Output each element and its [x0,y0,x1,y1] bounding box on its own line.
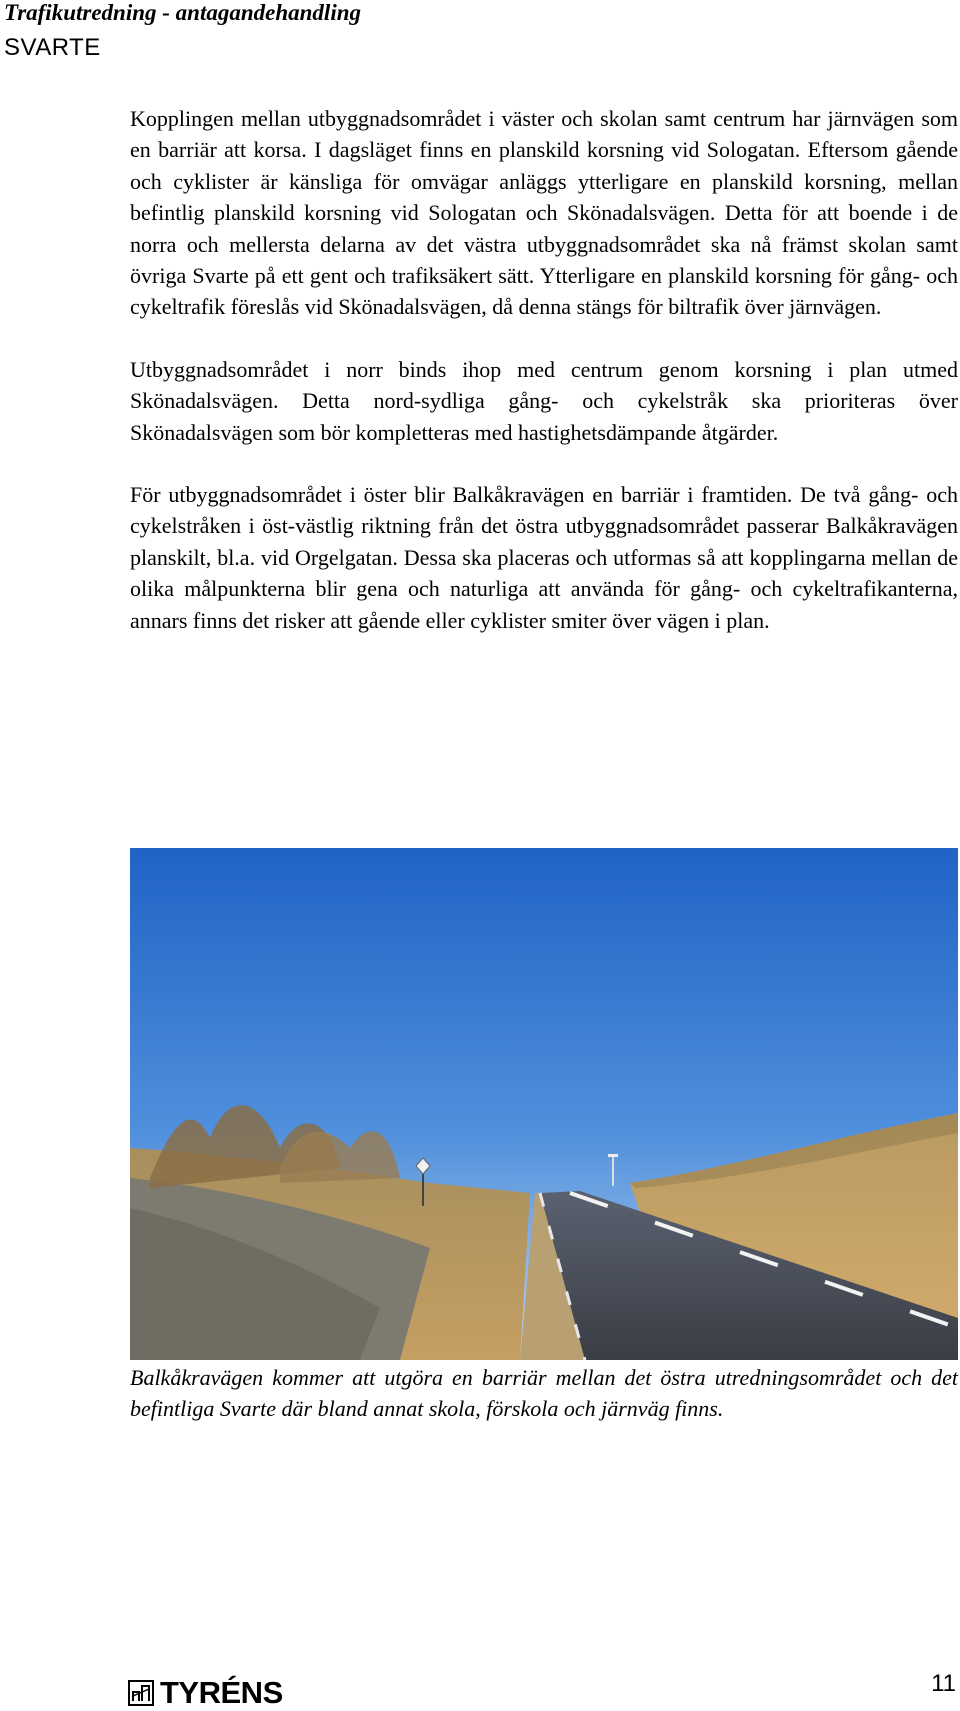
figure-caption: Balkåkravägen kommer att utgöra en barriär mellan det östra utredningsområdet och det befintliga Svarte där bland annat skola, förskola och järnväg finns. [130,1365,958,1422]
paragraph-3: För utbyggnadsområdet i öster blir Balkåkravägen en barriär i framtiden. De två gång- och cykelstråken i öst-västlig riktning från det östra utbyggnadsområdet passerar Balkåkravägen planskilt, bl.a. vid Orgelgatan. Dessa ska placeras och utformas så att kopplingarna mellan de olika målpunkterna blir gena och naturliga att använda för gång- och cykeltrafikanterna, annars finns det risker att gående eller cyklister smiter över vägen i plan. [130,482,958,633]
tyrens-logo-icon [128,1680,154,1706]
page-number: 11 [931,1670,956,1697]
paragraph-1: Kopplingen mellan utbyggnadsområdet i väster och skolan samt centrum har järnvägen som en barriär att korsa. I dagsläget finns en planskild korsning vid Sologatan. Eftersom gående och cyklister är känsliga för omvägar anläggs ytterligare en planskild korsning, mellan befintlig planskild korsning vid Sologatan och Skönadalsvägen. Detta för att boende i de norra och mellersta delarna av det västra utbyggnadsområdet ska nå främst skolan samt övriga Svarte på ett gent och trafiksäkert sätt. Ytterligare en planskild korsning för gång- och cykeltrafik föreslås vid Skönadalsvägen, då denna stängs för biltrafik över järnvägen. [130,106,958,320]
document-header-subtitle: SVARTE [4,34,101,61]
road-photo [130,848,958,1360]
tyrens-logo [128,1675,283,1710]
logo-text: TYRÉNS [160,1675,283,1710]
paragraph-2: Utbyggnadsområdet i norr binds ihop med centrum genom korsning i plan utmed Skönadalsvägen. Detta nord-sydliga gång- och cykelstråk ska prioriteras över Skönadalsvägen som bör kompletteras med hastighetsdämpande åtgärder. [130,356,958,445]
document-header-title: Trafikutredning - antagandehandling [4,0,362,25]
body-text [130,103,958,667]
